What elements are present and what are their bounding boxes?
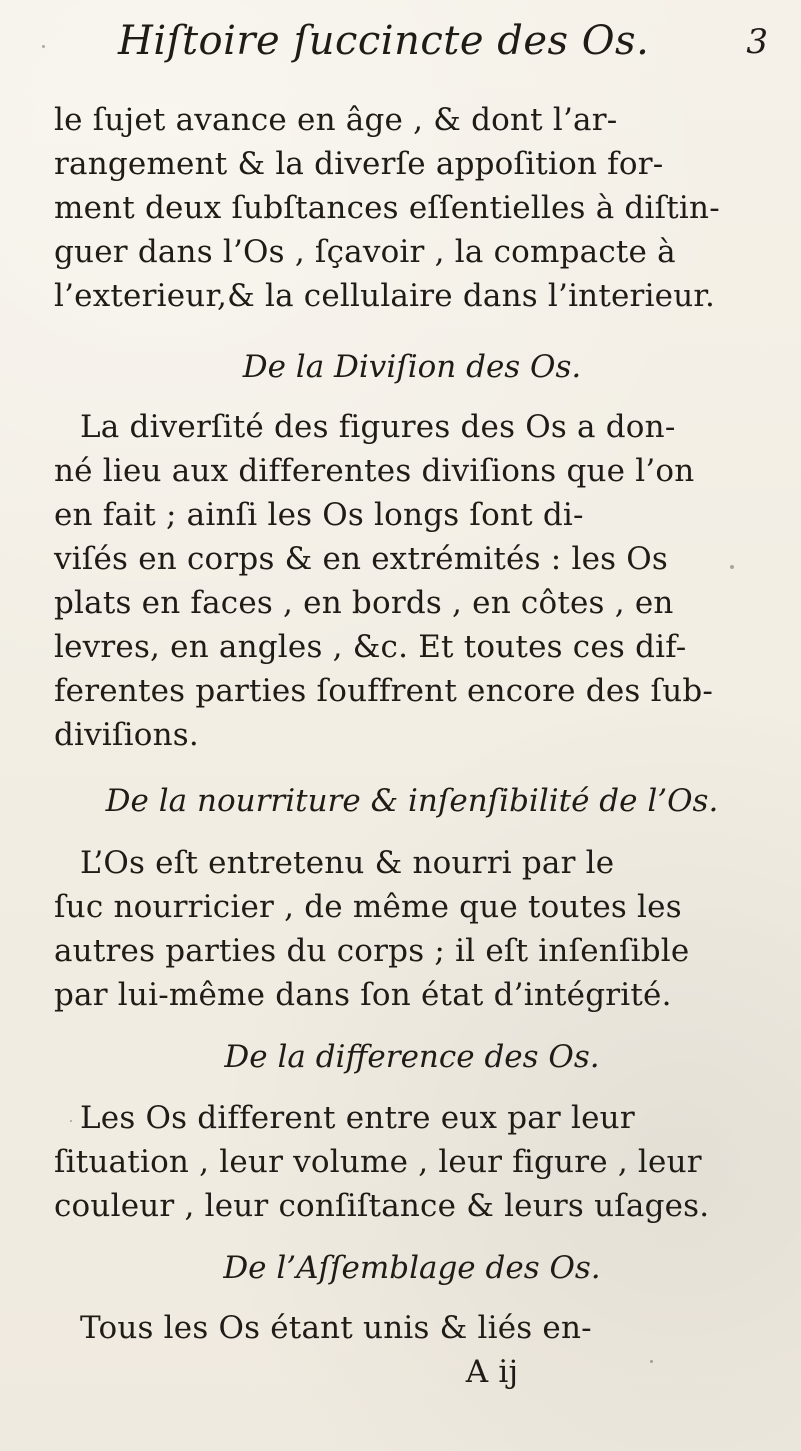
section-heading-difference: De la difference des Os. bbox=[224, 1039, 600, 1075]
paragraph-line: ment deux ſubſtances eſſentielles à diſtin- bbox=[54, 190, 720, 226]
paragraph-line: ſuc nourricier , de même que toutes les bbox=[54, 889, 682, 925]
paragraph-line: diviſions. bbox=[54, 717, 199, 753]
paragraph-line: couleur , leur conſiſtance & leurs uſages. bbox=[54, 1188, 710, 1224]
paragraph-line: en fait ; ainſi les Os longs ſont di- bbox=[54, 497, 584, 533]
paragraph-2 bbox=[54, 405, 770, 757]
section-heading-nourishment: De la nourriture & inſenſibilité de l’Os. bbox=[105, 783, 719, 819]
paragraph-line: viſés en corps & en extrémités : les Os bbox=[54, 541, 669, 577]
paper-speck bbox=[42, 45, 45, 48]
paragraph-line: rangement & la diverſe appoſition for- bbox=[54, 146, 664, 182]
paragraph-1 bbox=[54, 98, 770, 318]
paper-speck bbox=[650, 1360, 653, 1363]
signature-mark: A ij bbox=[465, 1354, 519, 1390]
paper-speck bbox=[70, 1120, 72, 1122]
paragraph-line: par lui-même dans ſon état d’intégrité. bbox=[54, 977, 672, 1013]
paragraph-line: né lieu aux differentes diviſions que l’on bbox=[54, 453, 695, 489]
section-heading-assembly: De l’Aſſemblage des Os. bbox=[223, 1250, 601, 1286]
paragraph-line: l’exterieur,& la cellulaire dans l’interieur. bbox=[54, 278, 716, 314]
paragraph-line: Tous les Os étant unis & liés en- bbox=[80, 1310, 592, 1346]
paragraph-line: le ſujet avance en âge , & dont l’ar- bbox=[54, 102, 618, 138]
paragraph-3 bbox=[54, 841, 770, 1017]
paragraph-line: Les Os different entre eux par leur bbox=[80, 1100, 635, 1136]
paragraph-line: guer dans l’Os , ſçavoir , la compacte à bbox=[54, 234, 676, 270]
page-number: 3 bbox=[746, 22, 768, 62]
page-content bbox=[54, 98, 770, 1394]
paragraph-5 bbox=[54, 1306, 770, 1394]
section-heading-division: De la Diviſion des Os. bbox=[242, 349, 582, 385]
paragraph-line: ferentes parties ſouffrent encore des ſub- bbox=[54, 673, 714, 709]
paragraph-line: plats en faces , en bords , en côtes , en bbox=[54, 585, 674, 621]
paragraph-4 bbox=[54, 1096, 770, 1228]
paragraph-line: L’Os eſt entretenu & nourri par le bbox=[80, 845, 615, 881]
paragraph-line: La diverſité des figures des Os a don- bbox=[80, 409, 676, 445]
page-header bbox=[118, 18, 768, 80]
paragraph-line: levres, en angles , &c. Et toutes ces dif- bbox=[54, 629, 687, 665]
paragraph-line: autres parties du corps ; il eſt inſenſible bbox=[54, 933, 690, 969]
running-title: Hiſtoire ſuccincte des Os. bbox=[118, 18, 650, 64]
paragraph-line: ſituation , leur volume , leur figure , leur bbox=[54, 1144, 702, 1180]
paper-speck bbox=[730, 565, 734, 569]
